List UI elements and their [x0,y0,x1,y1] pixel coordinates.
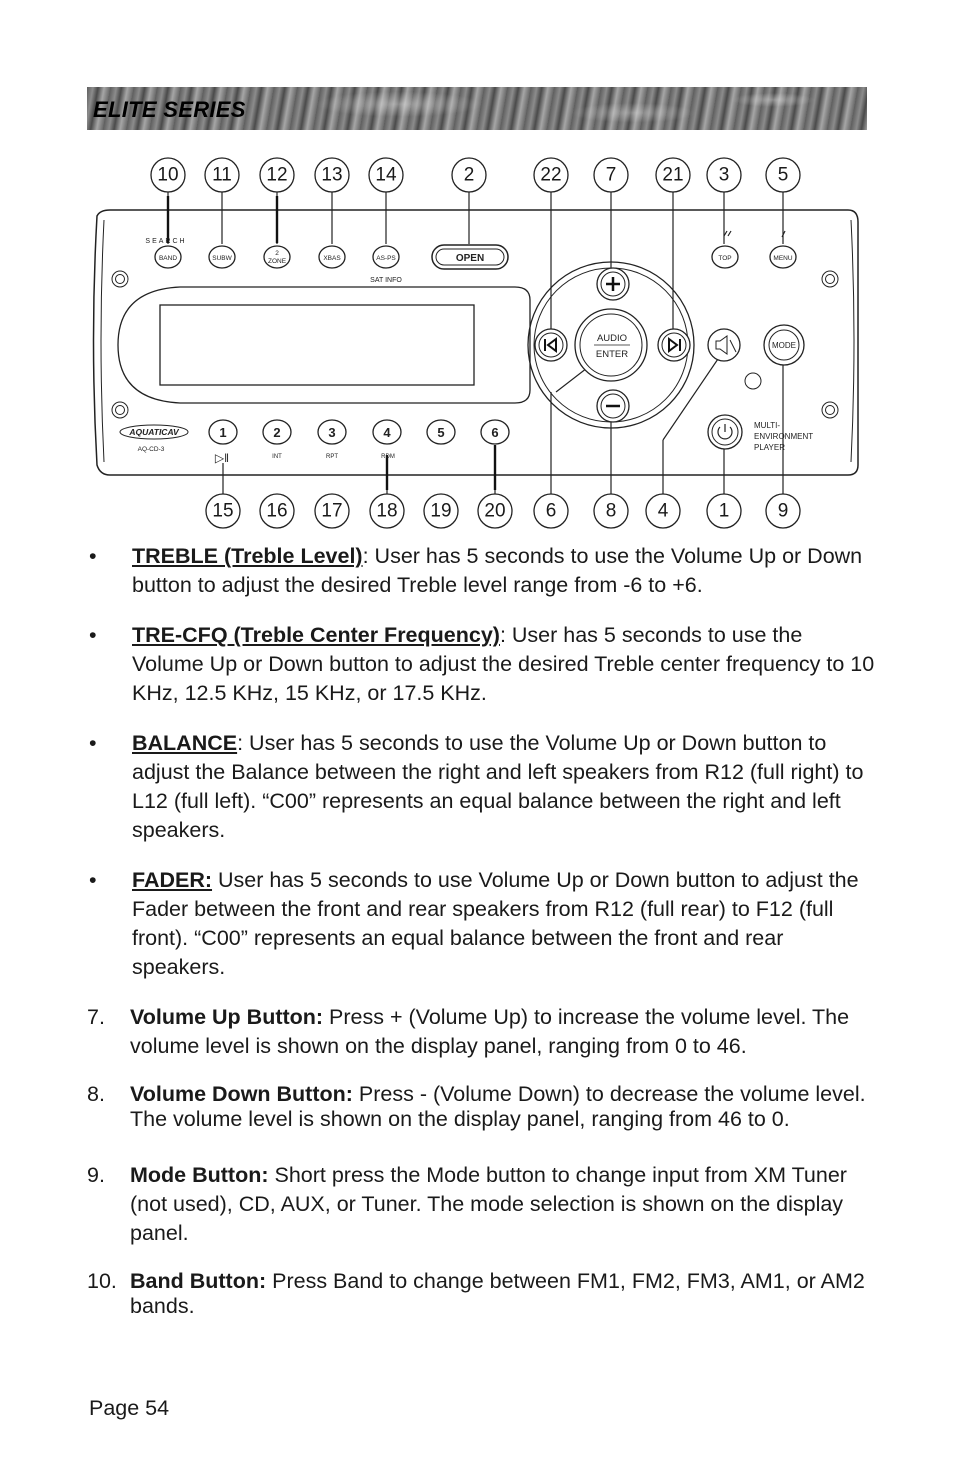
top-label: TOP [718,255,732,262]
callout-label: 1 [718,500,730,522]
preset-button-1[interactable] [209,420,237,444]
callout-label: 22 [540,164,562,186]
callout-bottom-19 [424,494,458,528]
callout-label: 11 [212,164,232,186]
mode-button[interactable] [764,325,804,365]
list-item [87,1082,877,1132]
banner-title: ELITE SERIES [93,97,246,122]
open-label: OPEN [455,253,485,264]
item-text: User has 5 seconds to use Volume Up or Down button to adjust the Fader between the front and rear speakers from R12 (full rear) to F12 (full front). “C00” represents an equal balance between the front and rear speakers. [132,868,859,979]
list-item [87,621,877,708]
preset-label-3: 3 [328,425,336,440]
callout-bottom-6 [534,494,568,528]
top-button[interactable] [712,246,738,268]
item-text: Press Band to change between FM1, FM2, FM3, AM1, or AM2 bands. [130,1269,865,1318]
callout-top-11 [205,158,239,192]
preset-button-6[interactable] [481,420,509,444]
callout-bottom-18 [370,494,404,528]
rdm-label: RDM [381,454,395,460]
mute-button[interactable] [708,329,740,361]
enter-label: ENTER [595,349,629,360]
item-term: TREBLE (Treble Level) [132,544,363,568]
callout-label: 3 [718,164,730,186]
multi-label-3: PLAYER [754,443,785,452]
band-label: BAND [158,255,178,262]
display-window [160,305,474,385]
zone-label-1: 2 [275,250,279,257]
list-bullet: • [89,731,97,755]
search-arc-label: SEARCH [145,238,187,245]
item-text: : User has 5 seconds to use the Volume Up or Down button to adjust the desired Treble level range from -6 to +6. [132,544,863,597]
preset-button-3[interactable] [318,420,346,444]
previous-track-button[interactable] [535,329,567,361]
callout-top-14 [369,158,403,192]
item-term: Volume Up Button: [130,1005,324,1029]
callout-label: 18 [376,500,398,522]
list-item [87,542,877,600]
volume-down-button[interactable] [597,390,629,422]
callout-label: 20 [484,500,506,522]
callout-label: 19 [430,500,452,522]
callout-top-10 [151,158,185,192]
item-text: : User has 5 seconds to use the Volume Up or Down button to adjust the Balance between the right and left speakers from R12 (full right) to L12 (full left). “C00” represents an equal balance between the right and left speakers. [132,731,864,842]
callout-top-21 [656,158,690,192]
instructions-list [87,542,877,1340]
callout-label: 5 [777,164,789,186]
list-item [87,729,877,845]
brand-logo [120,425,188,439]
callout-label: 4 [657,500,669,522]
preset-button-2[interactable] [263,420,291,444]
callout-top-5 [766,158,800,192]
next-track-button[interactable] [658,329,690,361]
brand-label: AQUATICAV [129,427,179,437]
list-bullet: • [89,544,97,568]
open-button[interactable] [432,245,508,269]
volume-up-button[interactable] [597,268,629,300]
callout-label: 9 [777,500,789,522]
band-button[interactable] [155,246,181,268]
menu-label: MENU [773,255,793,262]
int-label: INT [272,454,282,460]
callout-bottom-16 [260,494,294,528]
list-item [87,866,877,982]
callout-bottom-4 [646,494,680,528]
audio-label: AUDIO [596,333,628,344]
callout-bottom-1 [707,494,741,528]
callout-label: 6 [545,500,557,522]
list-number: 8. [87,1082,105,1106]
callout-label: 13 [321,164,343,186]
callout-bottom-15 [206,494,240,528]
ir-sensor [745,373,761,389]
item-term: Mode Button: [130,1163,269,1187]
sat-info-label: SAT INFO [370,277,402,284]
list-bullet: • [89,623,97,647]
subw-button[interactable] [209,246,235,268]
audio-enter-button[interactable] [575,309,647,381]
item-text: Press + (Volume Up) to increase the volume level. The volume level is shown on the display panel, ranging from 0 to 46. [130,1005,850,1058]
list-number: 7. [87,1005,105,1029]
zone-button[interactable] [264,246,290,268]
preset-label-1: 1 [219,425,227,440]
callout-top-3 [707,158,741,192]
page-number: Page 54 [89,1396,170,1420]
item-term: FADER: [132,868,213,892]
mode-label: MODE [772,341,796,350]
subw-label: SUBW [212,255,232,262]
item-text: Press - (Volume Down) to decrease the volume level. The volume level is shown on the display panel, ranging from 46 to 0. [130,1082,866,1131]
item-term: Band Button: [130,1269,267,1293]
rpt-label: RPT [326,454,338,460]
callout-bottom-20 [478,494,512,528]
callout-label: 17 [321,500,343,522]
callout-label: 8 [605,500,617,522]
preset-label-4: 4 [383,425,391,440]
callout-label: 7 [605,164,617,186]
multi-label-2: ENVIRONMENT [754,432,814,441]
list-item [87,1269,877,1319]
zone-label-2: ZONE [267,258,287,265]
preset-label-2: 2 [273,425,281,440]
callout-bottom-17 [315,494,349,528]
list-item [87,1003,877,1061]
xbas-button[interactable] [319,246,345,268]
faceplate-diagram [0,0,954,545]
xbas-label: XBAS [323,255,341,262]
callout-top-7 [594,158,628,192]
callout-label: 12 [266,164,288,186]
callout-top-2 [452,158,486,192]
list-item [87,1161,877,1248]
callout-bottom-8 [594,494,628,528]
list-bullet: • [89,868,97,892]
list-number: 10. [87,1269,117,1293]
item-text: Short press the Mode button to change input from XM Tuner (not used), CD, AUX, or Tuner. The mode selection is shown on the display panel. [130,1163,847,1245]
callout-bottom-9 [766,494,800,528]
item-term: Volume Down Button: [130,1082,353,1106]
model-label: AQ-CD-3 [137,446,165,453]
callout-label: 15 [212,500,234,522]
list-number: 9. [87,1163,105,1187]
callout-label: 16 [266,500,288,522]
preset-label-6: 6 [491,425,499,440]
preset-button-5[interactable] [427,420,455,444]
callout-label: 14 [375,164,397,186]
callout-top-22 [534,158,568,192]
item-term: BALANCE [132,731,238,755]
preset-label-5: 5 [437,425,445,440]
callout-label: 21 [662,164,684,186]
callout-label: 2 [463,164,475,186]
callout-top-13 [315,158,349,192]
item-term: TRE-CFQ (Treble Center Frequency) [132,623,500,647]
as-ps-label: AS-PS [376,255,396,262]
as-ps-button[interactable] [373,246,399,268]
play-pause-icon: ▷‖ [214,451,230,465]
preset-button-4[interactable] [373,420,401,444]
menu-button[interactable] [770,246,796,268]
multi-label-1: MULTI- [754,421,781,430]
item-text: : User has 5 seconds to use the Volume Up or Down button to adjust the desired Treble center frequency to 10 KHz, 12.5 KHz, 15 KHz, or 17.5 KHz. [132,623,875,705]
callout-label: 10 [157,164,179,186]
power-button[interactable] [708,415,742,449]
callout-top-12 [260,158,294,192]
